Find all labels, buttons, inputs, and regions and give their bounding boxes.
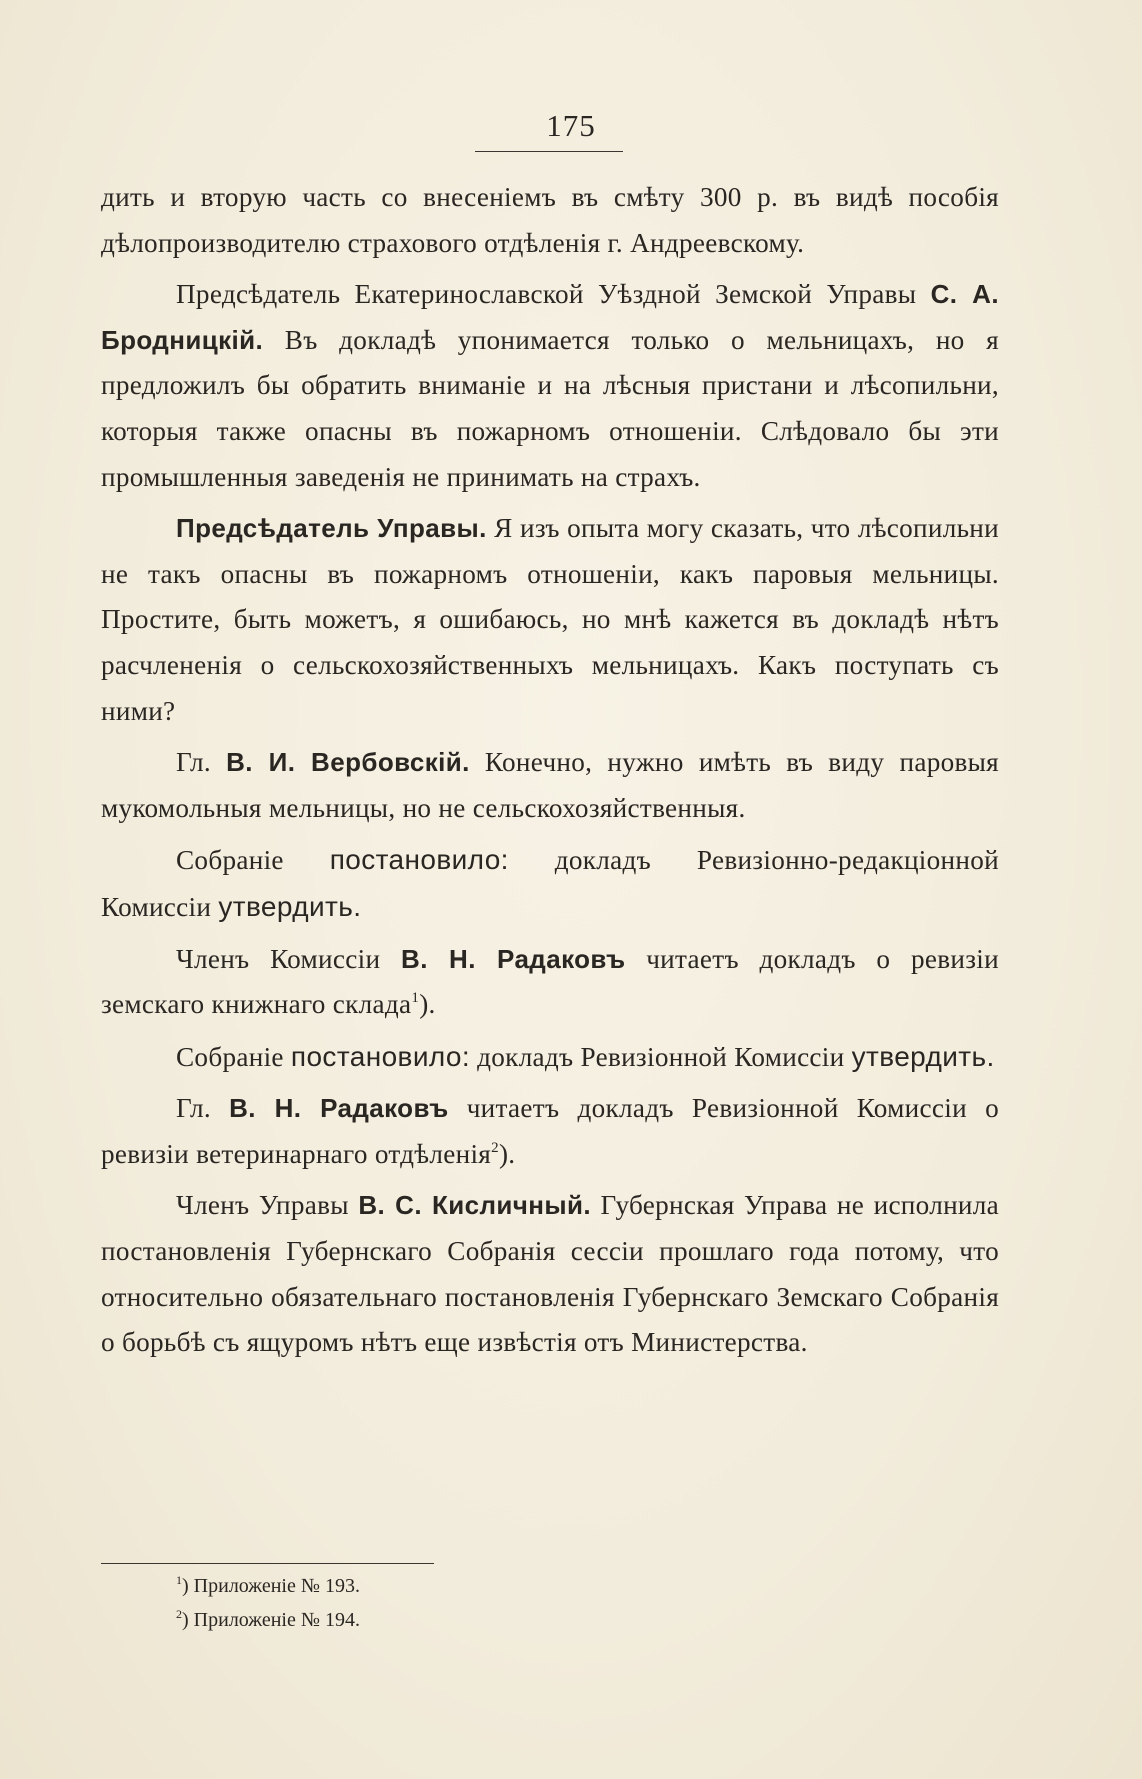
footnote-2: [176, 1603, 360, 1637]
paragraph-6-tail: ).: [419, 989, 436, 1020]
footnote-2-number: 2: [176, 1607, 182, 1621]
header-rule: [475, 151, 623, 152]
approve-word: утвердить.: [851, 1040, 995, 1072]
page-body: [101, 175, 999, 1366]
footnote-1: [176, 1569, 360, 1603]
speaker-chairman: Предсѣдатель Управы.: [176, 513, 487, 544]
paragraph-1: [101, 175, 999, 266]
resolution-word: постановило:: [290, 1040, 471, 1072]
paragraph-6-text: читаетъ докладъ о ревизіи земскаго книжнаго склада: [101, 943, 999, 1020]
footnote-1-close: ): [182, 1575, 189, 1597]
paragraph-7-text: докладъ Ревизіонной Комиссіи: [470, 1041, 852, 1072]
paragraph-8-text: читаетъ докладъ Ревизіонной Комиссіи о ревизіи ветеринарнаго отдѣленія: [101, 1093, 999, 1169]
paragraph-6: [101, 937, 999, 1028]
paragraph-9-lead: Членъ Управы: [176, 1190, 359, 1221]
footnote-2-close: ): [182, 1609, 189, 1631]
paragraph-3-text: Я изъ опыта могу сказать, что лѣсопильни не такъ опасны въ пожарномъ отношеніи, какъ паровыя мельницы. Простите, быть можетъ, я ошибаюсь, но мнѣ кажется въ докладѣ нѣтъ расчлененія о сельскохозяйственныхъ мельницахъ. Какъ поступать съ ними?: [101, 513, 999, 726]
paragraph-2: [101, 272, 999, 500]
paragraph-8-tail: ).: [498, 1138, 516, 1169]
speaker-brodnitsky: С. А. Бродницкій.: [101, 279, 999, 355]
paragraph-4: [101, 740, 999, 831]
paragraph-4-lead: Гл.: [176, 747, 227, 778]
footnotes: [176, 1569, 360, 1637]
paragraph-7-lead: Собраніе: [176, 1041, 291, 1072]
footnote-2-text: Приложеніе № 194.: [188, 1609, 360, 1631]
footnote-1-text: Приложеніе № 193.: [188, 1575, 360, 1597]
paragraph-5: [101, 837, 999, 930]
paragraph-5-lead: Собраніе: [176, 845, 330, 876]
paragraph-8-lead: Гл.: [176, 1093, 230, 1124]
speaker-verbovsky: В. И. Вербовскій.: [226, 747, 470, 778]
paragraph-4-text: Конечно, нужно имѣть въ виду паровыя мукомольныя мельницы, но не сельскохозяйственныя.: [101, 747, 999, 823]
footnote-ref-2: 2: [491, 1139, 499, 1156]
resolution-word: постановило:: [329, 844, 509, 876]
page-header: [0, 108, 1142, 144]
speaker-kislichny: В. С. Кисличный.: [358, 1190, 591, 1221]
paragraph-9-text: Губернская Управа не исполнила постановленія Губернскаго Собранія сессіи прошлаго года потому, что относительно обязательнаго постановленія Губернскаго Земскаго Собранія о борьбѣ съ ящуромъ нѣтъ еще извѣстія отъ Министерства.: [101, 1190, 999, 1358]
paragraph-1-text: дить и вторую часть со внесеніемъ въ смѣту 300 р. въ видѣ пособія дѣлопроизводителю страхового отдѣленія г. Андреевскому.: [101, 182, 999, 258]
paragraph-2-text: Въ докладѣ упонимается только о мельницахъ, но я предложилъ бы обратить вниманіе и на лѣсныя пристани и лѣсопильни, которыя также опасны въ пожарномъ отношеніи. Слѣдовало бы эти промышленныя заведенія не принимать на страхъ.: [101, 324, 999, 492]
footnote-1-number: 1: [176, 1573, 182, 1587]
paragraph-2-lead: Предсѣдатель Екатеринославской Уѣздной Земской Управы: [176, 279, 931, 310]
paragraph-3: [101, 506, 999, 734]
footnote-rule: [101, 1563, 434, 1564]
approve-word: утвердить.: [218, 890, 362, 922]
footnote-ref-1: 1: [411, 990, 420, 1007]
speaker-radakov: В. Н. Радаковъ: [229, 1093, 449, 1124]
paragraph-9: [101, 1183, 999, 1365]
page-number: 175: [546, 108, 596, 143]
paragraph-7: [101, 1034, 999, 1081]
paragraph-8: [101, 1086, 999, 1177]
paragraph-6-lead: Членъ Комиссіи: [176, 943, 402, 974]
paragraph-5-text: докладъ Ревизіонно-редакціонной Комиссіи: [101, 845, 999, 922]
speaker-radakov: В. Н. Радаковъ: [401, 943, 626, 974]
